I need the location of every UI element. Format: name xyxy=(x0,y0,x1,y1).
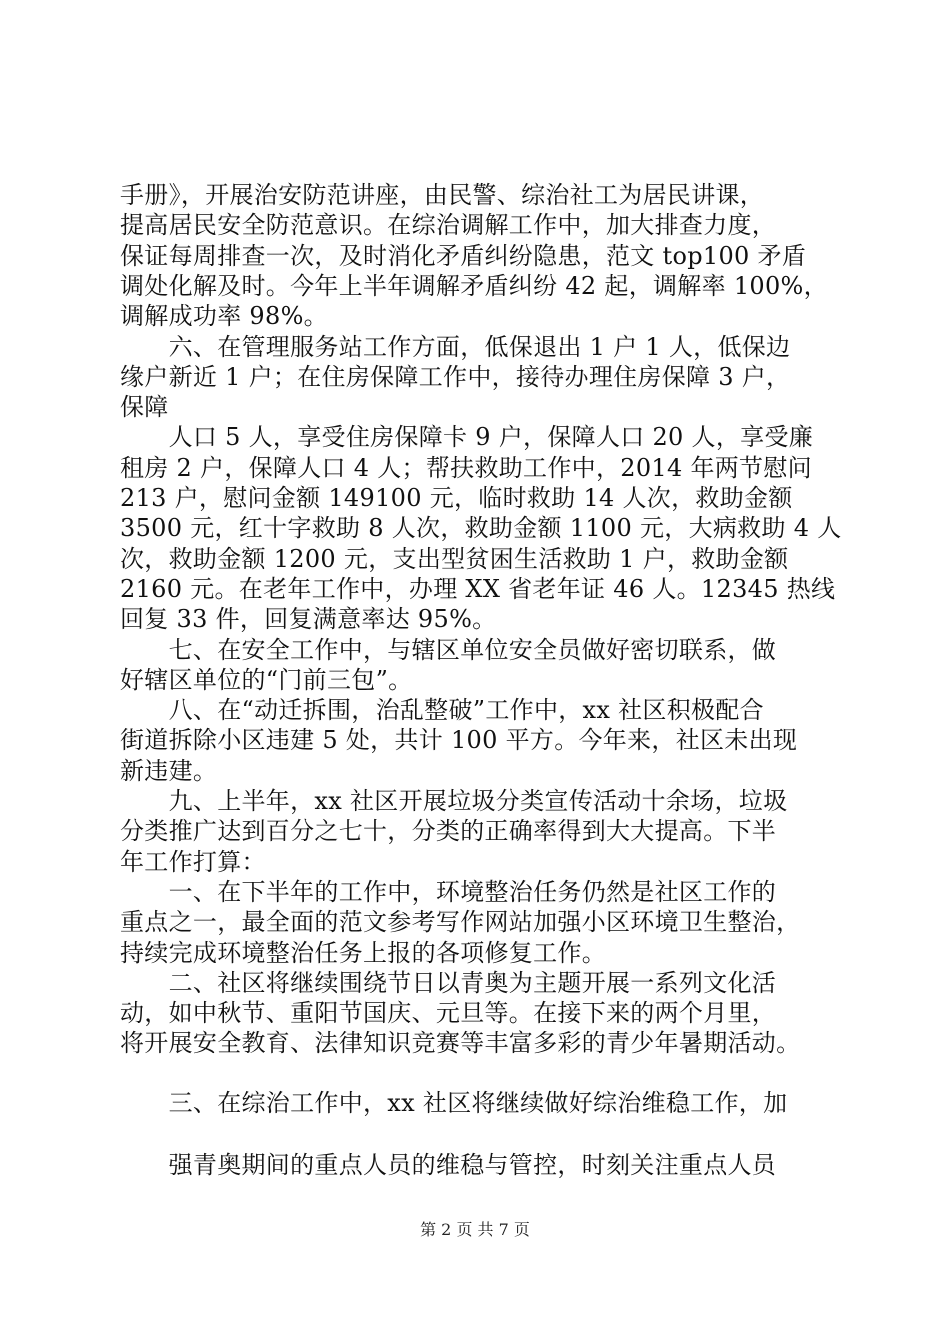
text-line: 一、在下半年的工作中，环境整治任务仍然是社区工作的 xyxy=(120,878,777,906)
text-line: 调处化解及时。今年上半年调解矛盾纠纷 42 起，调解率 100%， xyxy=(120,272,828,300)
text-line: 分类推广达到百分之七十，分类的正确率得到大大提高。下半 xyxy=(120,817,777,845)
text-line: 七、在安全工作中，与辖区单位安全员做好密切联系，做 xyxy=(120,636,777,664)
text-line: 将开展安全教育、法律知识竞赛等丰富多彩的青少年暑期活动。 xyxy=(120,1029,801,1057)
text-line: 调解成功率 98%。 xyxy=(120,302,328,330)
text-line: 年工作打算： xyxy=(120,848,266,876)
text-line: 提高居民安全防范意识。在综治调解工作中，加大排查力度， xyxy=(120,211,777,239)
text-line: 213 户，慰问金额 149100 元，临时救助 14 人次，救助金额 xyxy=(120,484,793,512)
text-line: 缘户新近 1 户；在住房保障工作中，接待办理住房保障 3 户， xyxy=(120,363,791,391)
page-footer: 第 2 页 共 7 页 xyxy=(420,1220,530,1239)
text-line: 动，如中秋节、重阳节国庆、元旦等。在接下来的两个月里， xyxy=(120,999,777,1027)
text-line: 3500 元，红十字救助 8 人次，救助金额 1100 元，大病救助 4 人 xyxy=(120,514,842,542)
text-line: 重点之一，最全面的范文参考写作网站加强小区环境卫生整治， xyxy=(120,908,801,936)
text-line: 八、在“动迁拆围，治乱整破”工作中，xx 社区积极配合 xyxy=(120,696,764,724)
text-line: 街道拆除小区违建 5 处，共计 100 平方。今年来，社区未出现 xyxy=(120,726,798,754)
text-line: 九、上半年，xx 社区开展垃圾分类宣传活动十余场，垃圾 xyxy=(120,787,788,815)
text-line: 新违建。 xyxy=(120,757,218,785)
text-line: 好辖区单位的“门前三包”。 xyxy=(120,666,413,694)
text-line: 回复 33 件，回复满意率达 95%。 xyxy=(120,605,497,633)
text-line: 三、在综治工作中，xx 社区将继续做好综治维稳工作，加 xyxy=(120,1089,788,1117)
text-line: 二、社区将继续围绕节日以青奥为主题开展一系列文化活 xyxy=(120,969,777,997)
text-line: 手册》，开展治安防范讲座，由民警、综治社工为居民讲课， xyxy=(120,181,765,209)
text-line: 租房 2 户，保障人口 4 人；帮扶救助工作中，2014 年两节慰问 xyxy=(120,454,812,482)
text-line: 2160 元。在老年工作中，办理 XX 省老年证 46 人。12345 热线 xyxy=(120,575,836,603)
text-line: 次，救助金额 1200 元，支出型贫困生活救助 1 户，救助金额 xyxy=(120,545,789,573)
text-line: 保障 xyxy=(120,393,169,421)
text-line: 六、在管理服务站工作方面，低保退出 1 户 1 人，低保边 xyxy=(120,333,791,361)
text-line: 人口 5 人，享受住房保障卡 9 户，保障人口 20 人，享受廉 xyxy=(120,423,814,451)
text-line: 保证每周排查一次，及时消化矛盾纠纷隐患，范文 top100 矛盾 xyxy=(120,242,807,270)
text-line: 强青奥期间的重点人员的维稳与管控，时刻关注重点人员 xyxy=(120,1151,777,1179)
text-line: 持续完成环境整治任务上报的各项修复工作。 xyxy=(120,939,606,967)
